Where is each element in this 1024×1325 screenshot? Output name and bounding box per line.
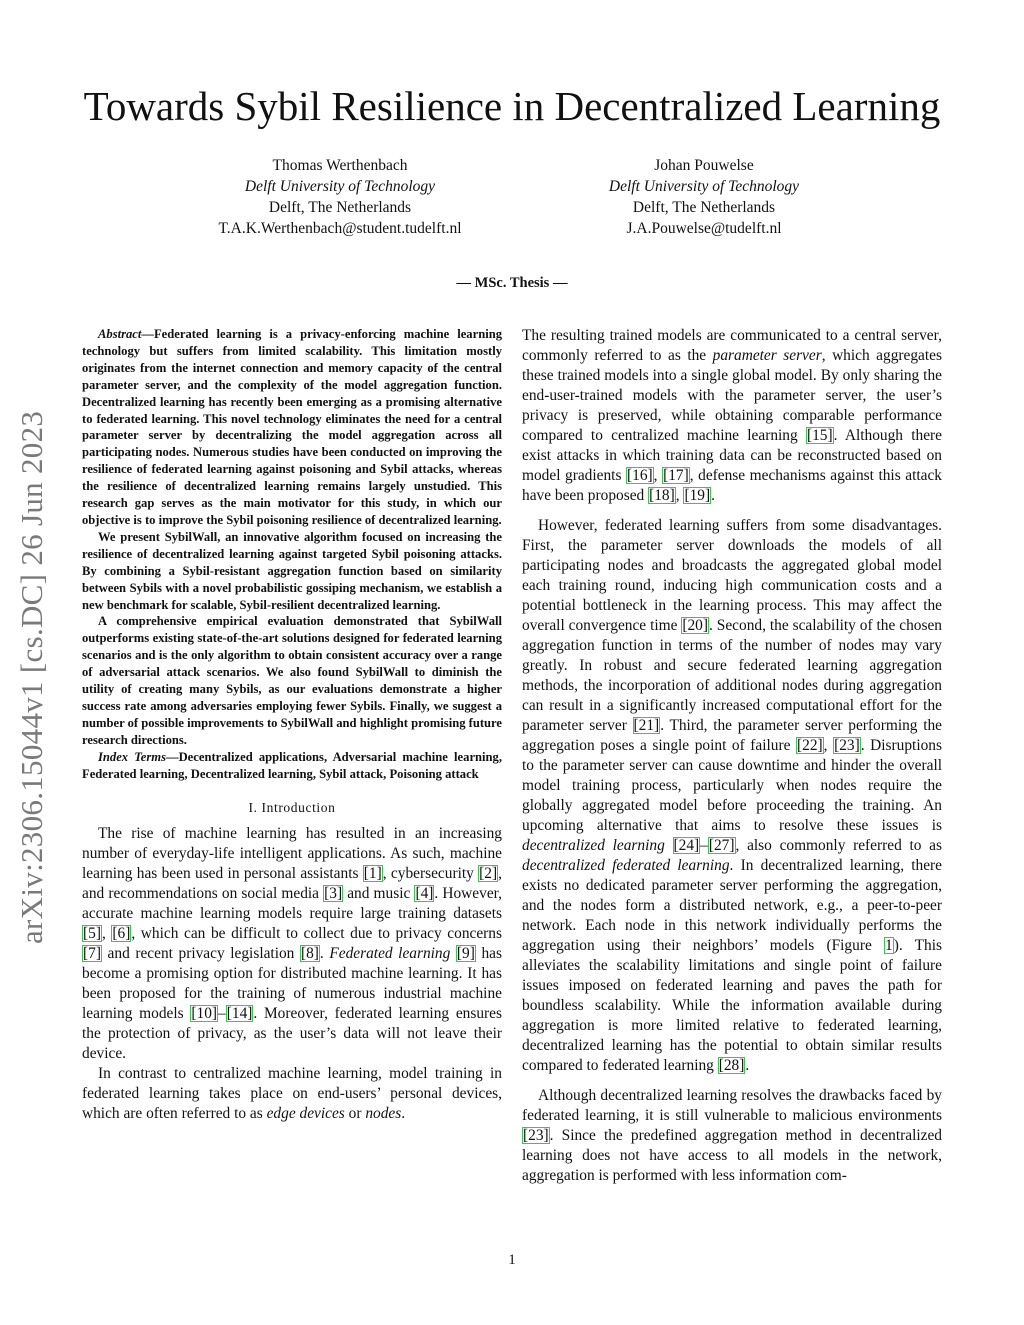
citation-link[interactable]: [2]: [479, 865, 498, 883]
abstract-paragraph-3: A comprehensive empirical evaluation demonstrated that SybilWall outperforms existing state-of-the-art solutions designed for federated learning scenarios and is the only algorithm to obtain consistent accuracy over a range of adversarial attack scenarios. We also found SybilWall to diminish the utility of creating many Sybils, as our evaluations demonstrate a higher success rate among adversaries employing fewer Sybils. Finally, we suggest a number of possible improvements to SybilWall and highlight promising future research directions.: [82, 614, 502, 747]
index-terms: [82, 749, 502, 783]
citation-link[interactable]: [27]: [708, 837, 735, 854]
author-name: Johan Pouwelse: [654, 157, 754, 174]
citation-link[interactable]: [23]: [834, 737, 860, 754]
citation-link[interactable]: [17]: [663, 467, 689, 484]
citation-link[interactable]: [21]: [633, 717, 660, 734]
citation-link[interactable]: [1]: [363, 865, 382, 883]
citation-link[interactable]: [6]: [112, 925, 131, 943]
citation-link[interactable]: [3]: [324, 885, 343, 903]
index-terms-lead: Index Terms: [98, 749, 166, 764]
left-column: [82, 326, 502, 1124]
page-number: 1: [508, 1252, 516, 1268]
intro-paragraph-2: In contrast to centralized machine learning, model training in federated learning takes place on end-users’ personal devices, which are often referred to as edge devices or nodes.: [82, 1065, 502, 1123]
citation-link[interactable]: [16]: [627, 467, 653, 484]
paper-title: Towards Sybil Resilience in Decentralized Learning: [83, 83, 941, 129]
abstract-paragraph-2: We present SybilWall, an innovative algorithm focused on increasing the resilience of decentralized learning against targeted Sybil poisoning attacks. By combining a Sybil-resistant aggregation function based on similarity between Sybils with a novel probabilistic gossiping mechanism, we establish a new benchmark for scalable, Sybil-resilient decentralized learning.: [82, 529, 502, 612]
citation-link[interactable]: [15]: [806, 427, 833, 444]
citation-link[interactable]: [14]: [226, 1005, 253, 1023]
index-terms-text: —Decentralized applications, Adversarial machine learning, Federated learning, Decentralized learning, Sybil attack, Poisoning attack: [82, 749, 502, 781]
author-affiliation: Delft University of Technology: [608, 178, 800, 195]
right-paragraph-2: However, federated learning suffers from some disadvantages. First, the parameter server downloads the models of all participating nodes and broadcasts the aggregated global model each training round, inducing high communication costs and a potential bottleneck in the learning process. This may affect the overall convergence time [20]. Second, the scalability of the chosen aggregation function in terms of the number of nodes may vary greatly. In robust and secure federated learning aggregation methods, the incorporation of additional nodes during aggregation can result in a significantly increased computational effort for the parameter server [21]. Third, the parameter server performing the aggregation poses a single point of failure [22], [23]. Disruptions to the parameter server can cause downtime and hinder the overall model training process, particularly when nodes require the globally aggregated model before proceeding the training. An upcoming alternative that aims to resolve these issues is decentralized learning [24]–[27], also commonly referred to as decentralized federated learning. In decentralized learning, there exists no dedicated parameter server performing the aggregation, and the nodes form a distributed network, e.g., a peer-to-peer network. Each node in this network individually performs the aggregation using their neighbors’ models (Figure 1). This alleviates the scalability limitations and single point of failure issues imposed on federated learning and paves the path for boundless scalability. While the information available during aggregation is more limited relative to federated learning, decentralized learning has the potential to obtain similar results compared to federated learning [28].: [522, 517, 943, 1074]
author-email[interactable]: J.A.Pouwelse@tudelft.nl: [626, 220, 782, 237]
author-email[interactable]: T.A.K.Werthenbach@student.tudelft.nl: [218, 220, 462, 237]
citation-link[interactable]: [24]: [673, 837, 700, 854]
abstract: [82, 326, 502, 782]
figure-link[interactable]: 1: [885, 937, 893, 954]
abstract-text: —Federated learning is a privacy-enforcing machine learning technology but suffers from limited scalability. This limitation mostly originates from the internet connection and memory capacity of the central parameter server, and the complexity of the model aggregation function. Decentralized learning has recently been emerging as a promising alternative to federated learning. This novel technology eliminates the need for a central parameter server by decentralizing the model aggregation across all participating nodes. Numerous studies have been conducted on improving the resilience of federated learning against poisoning and Sybil attacks, whereas the resilience of decentralized learning remains largely unstudied. This research gap serves as the main motivator for this study, in which our objective is to improve the Sybil poisoning resilience of decentralized learning.: [82, 327, 502, 527]
citation-link[interactable]: [10]: [191, 1005, 218, 1023]
author-affiliation: Delft University of Technology: [244, 178, 436, 195]
citation-link[interactable]: [9]: [456, 945, 475, 963]
citation-link[interactable]: [28]: [718, 1057, 745, 1074]
citation-link[interactable]: [5]: [83, 925, 101, 943]
citation-link[interactable]: [4]: [415, 885, 434, 903]
citation-link[interactable]: [7]: [83, 945, 101, 963]
abstract-paragraph-1: [82, 326, 502, 529]
citation-link[interactable]: [23]: [523, 1127, 549, 1144]
right-column-body: [522, 326, 942, 1186]
citation-link[interactable]: [18]: [649, 487, 675, 504]
citation-link[interactable]: [19]: [684, 487, 711, 504]
author-location: Delft, The Netherlands: [268, 199, 412, 216]
section-heading-introduction: I. Introduction: [248, 800, 336, 816]
arxiv-identifier[interactable]: arXiv:2306.15044v1 [cs.DC] 26 Jun 2023: [14, 410, 49, 944]
right-paragraph-3: Although decentralized learning resolves the drawbacks faced by federated learning, it is still vulnerable to malicious environments [23]. Since the predefined aggregation method in decentralized learning does not have access to all models in the network, aggregation is performed with less information com-: [522, 1087, 942, 1184]
abstract-lead: Abstract: [98, 327, 142, 341]
author-block-2: [524, 155, 884, 239]
citation-link[interactable]: [8]: [300, 945, 319, 963]
author-name: Thomas Werthenbach: [272, 157, 408, 174]
intro-paragraph-1: The rise of machine learning has resulted in an increasing number of everyday-life intelligent applications. As such, machine learning has been used in personal assistants [1], cybersecurity [2], and recommendations on social media [3] and music [4]. However, accurate machine learning models require large training datasets [5], [6], which can be difficult to collect due to privacy concerns [7] and recent privacy legislation [8]. Federated learning [9] has become a promising option for distributed machine learning. It has been proposed for the training of numerous industrial machine learning models [10]–[14]. Moreover, federated learning ensures the protection of privacy, as the user’s data will not leave their device.: [82, 825, 503, 1063]
author-location: Delft, The Netherlands: [632, 199, 776, 216]
introduction-body: [82, 824, 502, 1124]
citation-link[interactable]: [22]: [797, 737, 823, 754]
right-paragraph-1: The resulting trained models are communicated to a central server, commonly referred to as the parameter server, which aggregates these trained models into a single global model. By only sharing the end-user-trained models with the parameter server, the user’s privacy is preserved, while obtaining comparable performance compared to centralized machine learning [15]. Although there exist attacks in which training data can be reconstructed based on model gradients [16], [17], defense mechanisms against this attack have been proposed [18], [19].: [522, 327, 942, 504]
thesis-label: — MSc. Thesis —: [456, 275, 568, 291]
right-column: [522, 326, 942, 1186]
author-block-1: [160, 155, 520, 239]
citation-link[interactable]: [20]: [682, 617, 709, 634]
